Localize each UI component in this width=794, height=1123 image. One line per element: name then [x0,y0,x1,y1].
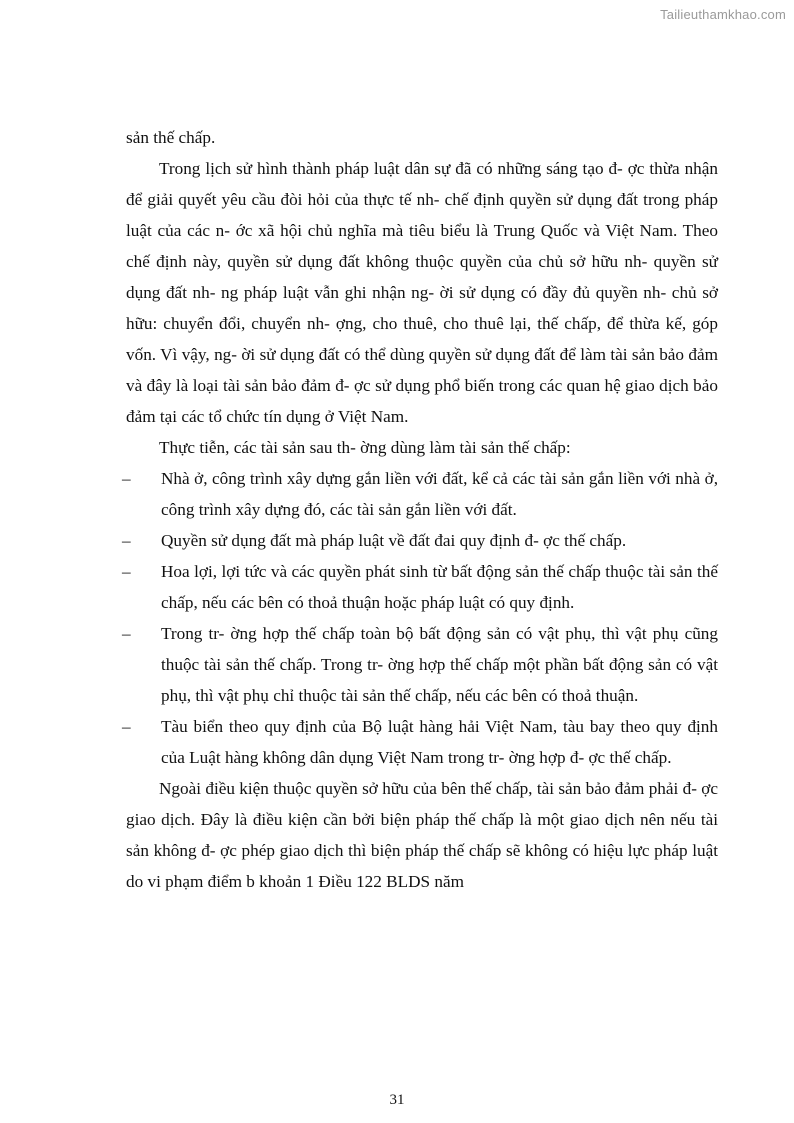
list-item-text: Nhà ở, công trình xây dựng gắn liền với đất, kể cả các tài sản gắn liền với nhà ở, công trình xây dựng đó, các tài sản gắn liền với đất. [161,469,718,519]
list-item-text: Trong tr- ờng hợp thế chấp toàn bộ bất động sản có vật phụ, thì vật phụ cũng thuộc tài sản thế chấp. Trong tr- ờng hợp thế chấp một phần bất động sản có vật phụ, thì vật phụ chỉ thuộc tài sản thế chấp, nếu các bên có thoả thuận. [161,624,718,705]
dash-bullet: – [122,717,131,736]
paragraph-land-use-rights: Trong lịch sử hình thành pháp luật dân sự đã có những sáng tạo đ- ợc thừa nhận để giải quyết yêu cầu đòi hỏi của thực tế nh- chế định quyền sử dụng đất trong pháp luật của các n- ớc xã hội chủ nghĩa mà tiêu biểu là Trung Quốc và Việt Nam. Theo chế định này, quyền sử dụng đất không thuộc quyền của chủ sở hữu nh- quyền sử dụng đất nh- ng pháp luật vẫn ghi nhận ng- ời sử dụng có đầy đủ quyền nh- chủ sở hữu: chuyển đổi, chuyển nh- ợng, cho thuê, cho thuê lại, thế chấp, để thừa kế, góp vốn. Vì vậy, ng- ời sử dụng đất có thể dùng quyền sử dụng đất để làm tài sản bảo đảm và đây là loại tài sản bảo đảm đ- ợc sử dụng phổ biến trong các quan hệ giao dịch bảo đảm tại các tổ chức tín dụng ở Việt Nam. [126,159,718,426]
list-item [106,556,718,618]
list-item [106,525,718,556]
dash-bullet: – [122,624,131,643]
mortgage-assets-list [122,463,718,773]
list-item [106,711,718,773]
dash-bullet: – [122,469,131,488]
watermark: Tailieuthamkhao.com [660,7,786,22]
list-item-text: Hoa lợi, lợi tức và các quyền phát sinh từ bất động sản thế chấp thuộc tài sản thế chấp, nếu các bên có thoả thuận hoặc pháp luật có quy định. [161,562,718,612]
paragraph-mortgage-assets-intro: Thực tiễn, các tài sản sau th- ờng dùng làm tài sản thế chấp: [159,438,571,457]
list-item-text: Tàu biển theo quy định của Bộ luật hàng hải Việt Nam, tàu bay theo quy định của Luật hàng không dân dụng Việt Nam trong tr- ờng hợp đ- ợc thế chấp. [161,717,718,767]
list-item-text: Quyền sử dụng đất mà pháp luật về đất đai quy định đ- ợc thế chấp. [161,531,627,550]
dash-bullet: – [122,562,131,581]
list-item [106,618,718,711]
page-number: 31 [389,1092,405,1108]
list-item [106,463,718,525]
paragraph-continuation: sản thế chấp. [126,128,216,147]
dash-bullet: – [122,531,131,550]
paragraph-transaction-condition: Ngoài điều kiện thuộc quyền sở hữu của bên thế chấp, tài sản bảo đảm phải đ- ợc giao dịch. Đây là điều kiện cần bởi biện pháp thế chấp là một giao dịch nên nếu tài sản không đ- ợc phép giao dịch thì biện pháp thế chấp sẽ không có hiệu lực pháp luật do vi phạm điểm b khoản 1 Điều 122 BLDS năm [126,779,718,891]
document-body [122,122,718,897]
